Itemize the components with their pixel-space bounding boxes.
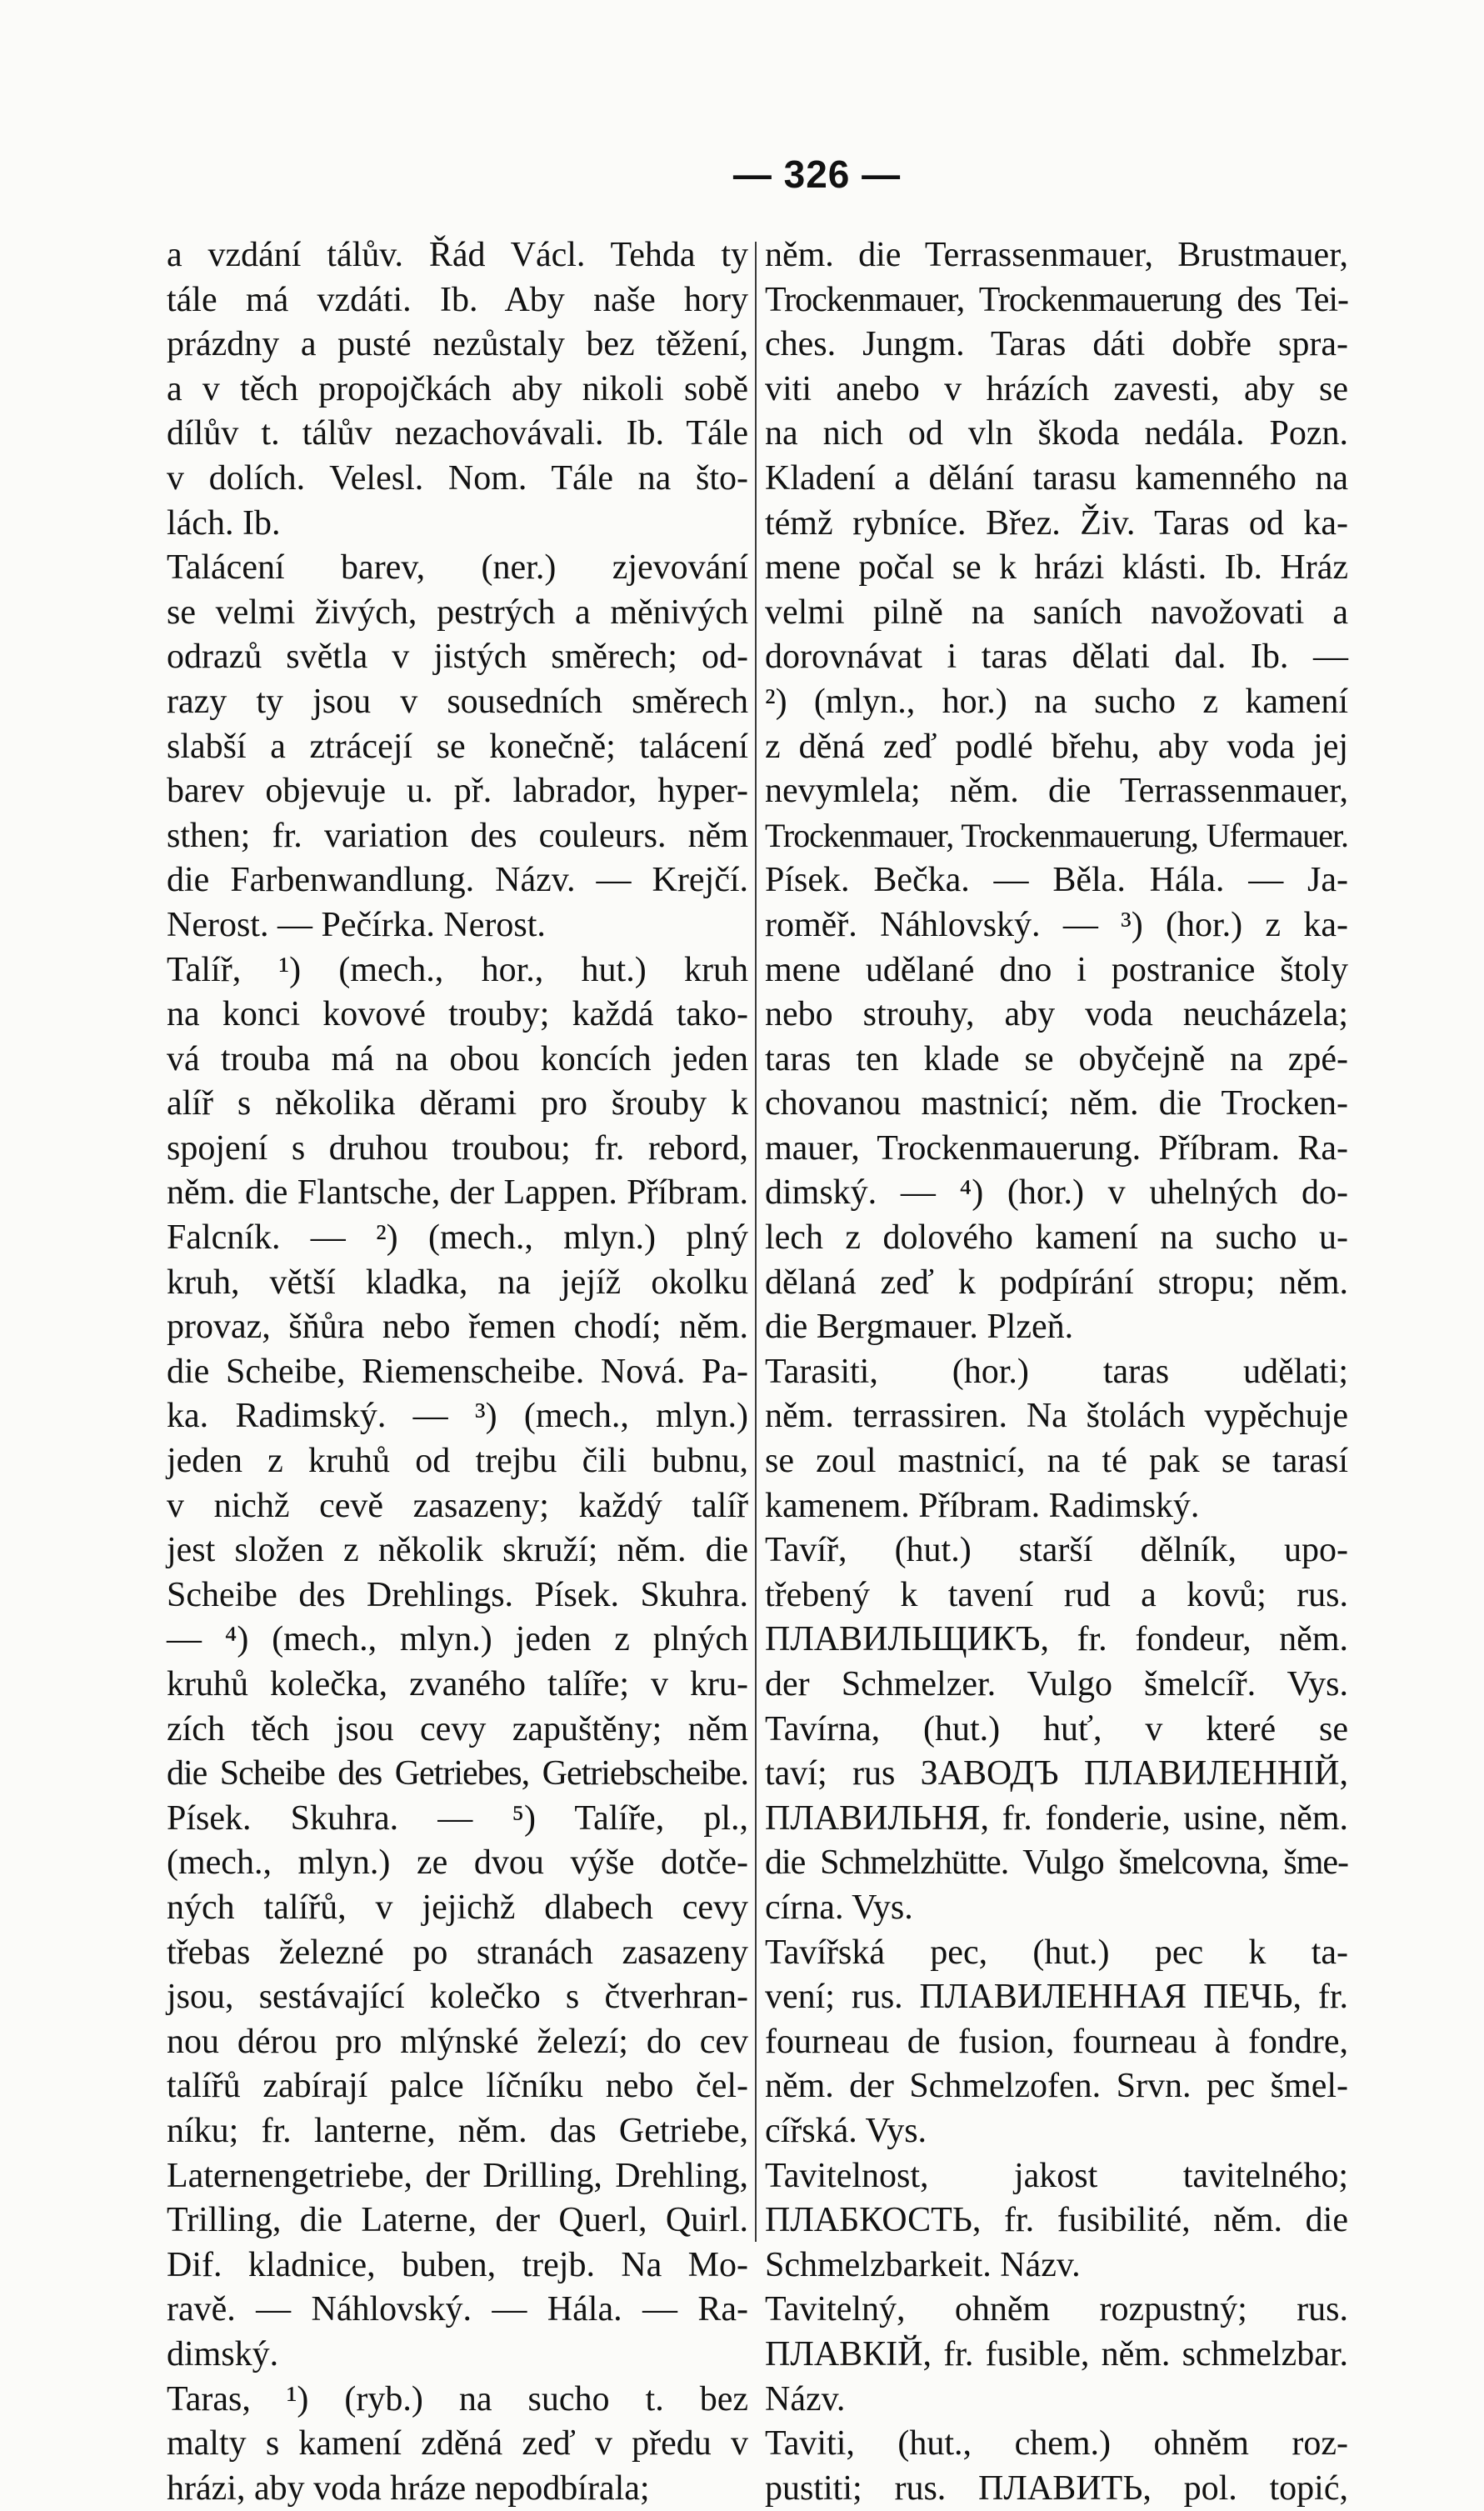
page-number: — 326 — xyxy=(732,153,902,196)
text-line: Schmelzbarkeit. Názv. xyxy=(765,2245,1081,2284)
text-line: ches. Jungm. Taras dáti dobře spra- xyxy=(765,325,1348,364)
text-line: die Farbenwandlung. Názv. — Krejčí. xyxy=(167,861,748,900)
text-line: alíř s několika děrami pro šrouby k xyxy=(167,1084,748,1123)
text-line: ПЛАВИЛЬНЯ, fr. fonderie, usine, něm. xyxy=(765,1798,1348,1838)
text-line: mauer, Trockenmauerung. Příbram. Ra- xyxy=(765,1128,1348,1168)
text-line: pustiti; rus. ПЛАВИТЬ, pol. topić, xyxy=(765,2468,1348,2508)
text-line: slabší a ztrácejí se konečně; talácení xyxy=(167,727,748,766)
text-line: Tarasiti, (hor.) taras udělati; xyxy=(765,1352,1348,1391)
text-line: barev objevuje u. př. labrador, hyper- xyxy=(167,772,748,811)
text-line: lech z dolového kamení na sucho u- xyxy=(765,1218,1348,1258)
text-line: nevymlela; něm. die Terrassenmauer, xyxy=(765,772,1348,811)
text-line: taví; rus ЗАВОДЪ ПЛАВИЛЕННІЙ, xyxy=(765,1754,1348,1793)
text-line: kamenem. Příbram. Radimský. xyxy=(765,1486,1200,1525)
left-column xyxy=(167,233,748,2508)
text-line: talířů zabírají palce líčníku nebo čel- xyxy=(167,2067,748,2106)
text-line: se velmi živých, pestrých a měnivých xyxy=(167,593,748,632)
text-line: spojení s druhou troubou; fr. rebord, xyxy=(167,1128,748,1168)
text-line: sthen; fr. variation des couleurs. něm xyxy=(167,816,748,855)
text-line: prázdny a pusté nezůstaly bez těžení, xyxy=(167,325,748,364)
text-line: Tavířská pec, (hut.) pec k ta- xyxy=(765,1933,1348,1972)
text-line: Scheibe des Drehlings. Písek. Skuhra. xyxy=(167,1575,748,1614)
text-line: ПЛАВКІЙ, fr. fusible, něm. schmelzbar. xyxy=(765,2334,1348,2373)
text-line: dělaná zeď k podpírání stropu; něm. xyxy=(765,1263,1348,1302)
text-line: třebený k tavení rud a kovů; rus. xyxy=(765,1575,1348,1614)
text-line: hrázi, aby voda hráze nepodbírala; xyxy=(167,2468,650,2508)
text-line: v dolích. Velesl. Nom. Tále na što- xyxy=(167,458,748,498)
text-line: Kladení a dělání tarasu kamenného na xyxy=(765,458,1348,498)
text-line: mene počal se k hrázi klásti. Ib. Hráz xyxy=(765,548,1348,588)
text-line: razy ty jsou v sousedních směrech xyxy=(167,682,748,721)
text-line: ka. Radimský. — ³) (mech., mlyn.) xyxy=(167,1397,748,1436)
text-line: Tavíř, (hut.) starší dělník, upo- xyxy=(765,1531,1348,1570)
text-line: die Schmelzhütte. Vulgo šmelcovna, šme- xyxy=(765,1843,1348,1883)
text-line: die Scheibe des Getriebes, Getriebscheibe. xyxy=(167,1754,748,1793)
text-line: Trockenmauer, Trockenmauerung, Ufermauer. xyxy=(765,817,1348,854)
text-line: Tavitelnost, jakost tavitelného; xyxy=(765,2156,1348,2195)
text-line: taras ten klade se obyčejně na zpé- xyxy=(765,1039,1348,1078)
text-line: Písek. Skuhra. — ⁵) Talíře, pl., xyxy=(167,1798,748,1838)
text-line: tále má vzdáti. Ib. Aby naše hory xyxy=(167,280,748,319)
text-line: dorovnávat i taras dělati dal. Ib. — xyxy=(765,638,1348,677)
text-line: níku; fr. lanterne, něm. das Getriebe, xyxy=(167,2111,748,2150)
text-line: na nich od vln škoda nedála. Pozn. xyxy=(765,414,1348,453)
text-line: Trilling, die Laterne, der Querl, Quirl. xyxy=(167,2201,748,2240)
text-line: Taras, ¹) (ryb.) na sucho t. bez xyxy=(167,2379,748,2418)
text-line: nou dérou pro mlýnské železí; do cev xyxy=(167,2022,748,2061)
text-line: ПЛАБКОСТЬ, fr. fusibilité, něm. die xyxy=(765,2201,1348,2240)
text-line: v nichž cevě zasazeny; každý talíř xyxy=(167,1486,748,1525)
text-line: fourneau de fusion, fourneau à fondre, xyxy=(765,2022,1348,2061)
text-line: kruhů kolečka, zvaného talíře; v kru- xyxy=(167,1665,748,1703)
text-line: Písek. Bečka. — Běla. Hála. — Ja- xyxy=(765,861,1348,900)
text-line: zích těch jsou cevy zapuštěny; něm xyxy=(167,1709,748,1748)
text-line: ravě. — Náhlovský. — Hála. — Ra- xyxy=(167,2290,748,2329)
text-line: Talácení barev, (ner.) zjevování xyxy=(167,548,748,588)
text-line: provaz, šňůra nebo řemen chodí; něm. xyxy=(167,1308,748,1347)
text-line: témž rybníce. Břez. Živ. Taras od ka- xyxy=(765,503,1348,543)
text-line: ²) (mlyn., hor.) na sucho z kamení xyxy=(765,682,1348,721)
text-line: jeden z kruhů od trejbu čili bubnu, xyxy=(167,1442,748,1481)
right-column xyxy=(765,233,1348,2508)
text-line: a v těch propojčkách aby nikoli sobě xyxy=(167,369,748,408)
text-line: Laternengetriebe, der Drilling, Drehling, xyxy=(167,2156,748,2195)
text-line: jsou, sestávající kolečko s čtverhran- xyxy=(167,1978,748,2017)
text-line: třebas železné po stranách zasazeny xyxy=(167,1933,748,1972)
text-line: malty s kamení zděná zeď v předu v xyxy=(167,2424,748,2463)
text-line: roměř. Náhlovský. — ³) (hor.) z ka- xyxy=(765,905,1348,944)
text-line: kruh, větší kladka, na jejíž okolku xyxy=(167,1263,748,1302)
text-line: Trockenmauer, Trockenmauerung des Tei- xyxy=(765,280,1348,319)
text-line: Talíř, ¹) (mech., hor., hut.) kruh xyxy=(167,950,748,989)
text-line: jest složen z několik skruží; něm. die xyxy=(167,1531,748,1570)
text-line: se zoul mastnicí, na té pak se tarasí xyxy=(765,1442,1348,1481)
text-line: odrazů světla v jistých směrech; od- xyxy=(167,638,748,677)
text-line: dimský. xyxy=(167,2334,279,2373)
text-line: cířská. Vys. xyxy=(765,2111,927,2150)
text-line: něm. die Terrassenmauer, Brustmauer, xyxy=(765,236,1348,274)
text-line: z děná zeď podlé břehu, aby voda jej xyxy=(765,727,1348,766)
text-line: Tavitelný, ohněm rozpustný; rus. xyxy=(765,2290,1348,2329)
text-line: dílův t. tálův nezachovávali. Ib. Tále xyxy=(167,414,748,453)
text-line: vá trouba má na obou koncích jeden xyxy=(167,1039,748,1078)
text-line: něm. die Flantsche, der Lappen. Příbram. xyxy=(167,1173,748,1213)
text-line: mene udělané dno i postranice štoly xyxy=(765,950,1348,989)
text-line: ných talířů, v jejichž dlabech cevy xyxy=(167,1888,748,1927)
text-line: Taviti, (hut., chem.) ohněm roz- xyxy=(765,2424,1348,2463)
text-line: a vzdání tálův. Řád Václ. Tehda ty xyxy=(167,236,748,274)
text-line: velmi pilně na saních navožovati a xyxy=(765,593,1348,632)
column-divider xyxy=(755,242,757,2242)
text-line: die Bergmauer. Plzeň. xyxy=(765,1308,1074,1347)
text-line: Nerost. — Pečírka. Nerost. xyxy=(167,905,546,944)
text-line: (mech., mlyn.) ze dvou výše dotče- xyxy=(167,1843,748,1883)
text-line: Dif. kladnice, buben, trejb. Na Mo- xyxy=(167,2245,748,2284)
text-line: Názv. xyxy=(765,2379,846,2418)
text-line: Falcník. — ²) (mech., mlyn.) plný xyxy=(167,1218,748,1258)
text-line: — ⁴) (mech., mlyn.) jeden z plných xyxy=(167,1620,748,1659)
text-line: něm. terrassiren. Na štolách vypěchuje xyxy=(765,1397,1348,1436)
text-line: lách. Ib. xyxy=(167,503,281,543)
text-line: nebo strouhy, aby voda neucházela; xyxy=(765,995,1348,1034)
text-line: ПЛАВИЛЬЩИКЪ, fr. fondeur, něm. xyxy=(765,1620,1348,1659)
text-line: vení; rus. ПЛАВИЛЕННАЯ ПЕЧЬ, fr. xyxy=(765,1978,1348,2017)
text-line: círna. Vys. xyxy=(765,1888,913,1927)
text-line: Tavírna, (hut.) huť, v které se xyxy=(765,1709,1348,1748)
text-line: chovanou mastnicí; něm. die Trocken- xyxy=(765,1084,1348,1123)
text-line: na konci kovové trouby; každá tako- xyxy=(167,995,748,1034)
text-line: viti anebo v hrázích zavesti, aby se xyxy=(765,369,1348,408)
text-line: něm. der Schmelzofen. Srvn. pec šmel- xyxy=(765,2067,1348,2106)
text-line: der Schmelzer. Vulgo šmelcíř. Vys. xyxy=(765,1665,1348,1703)
text-line: die Scheibe, Riemenscheibe. Nová. Pa- xyxy=(167,1352,748,1391)
text-line: dimský. — ⁴) (hor.) v uhelných do- xyxy=(765,1173,1348,1213)
